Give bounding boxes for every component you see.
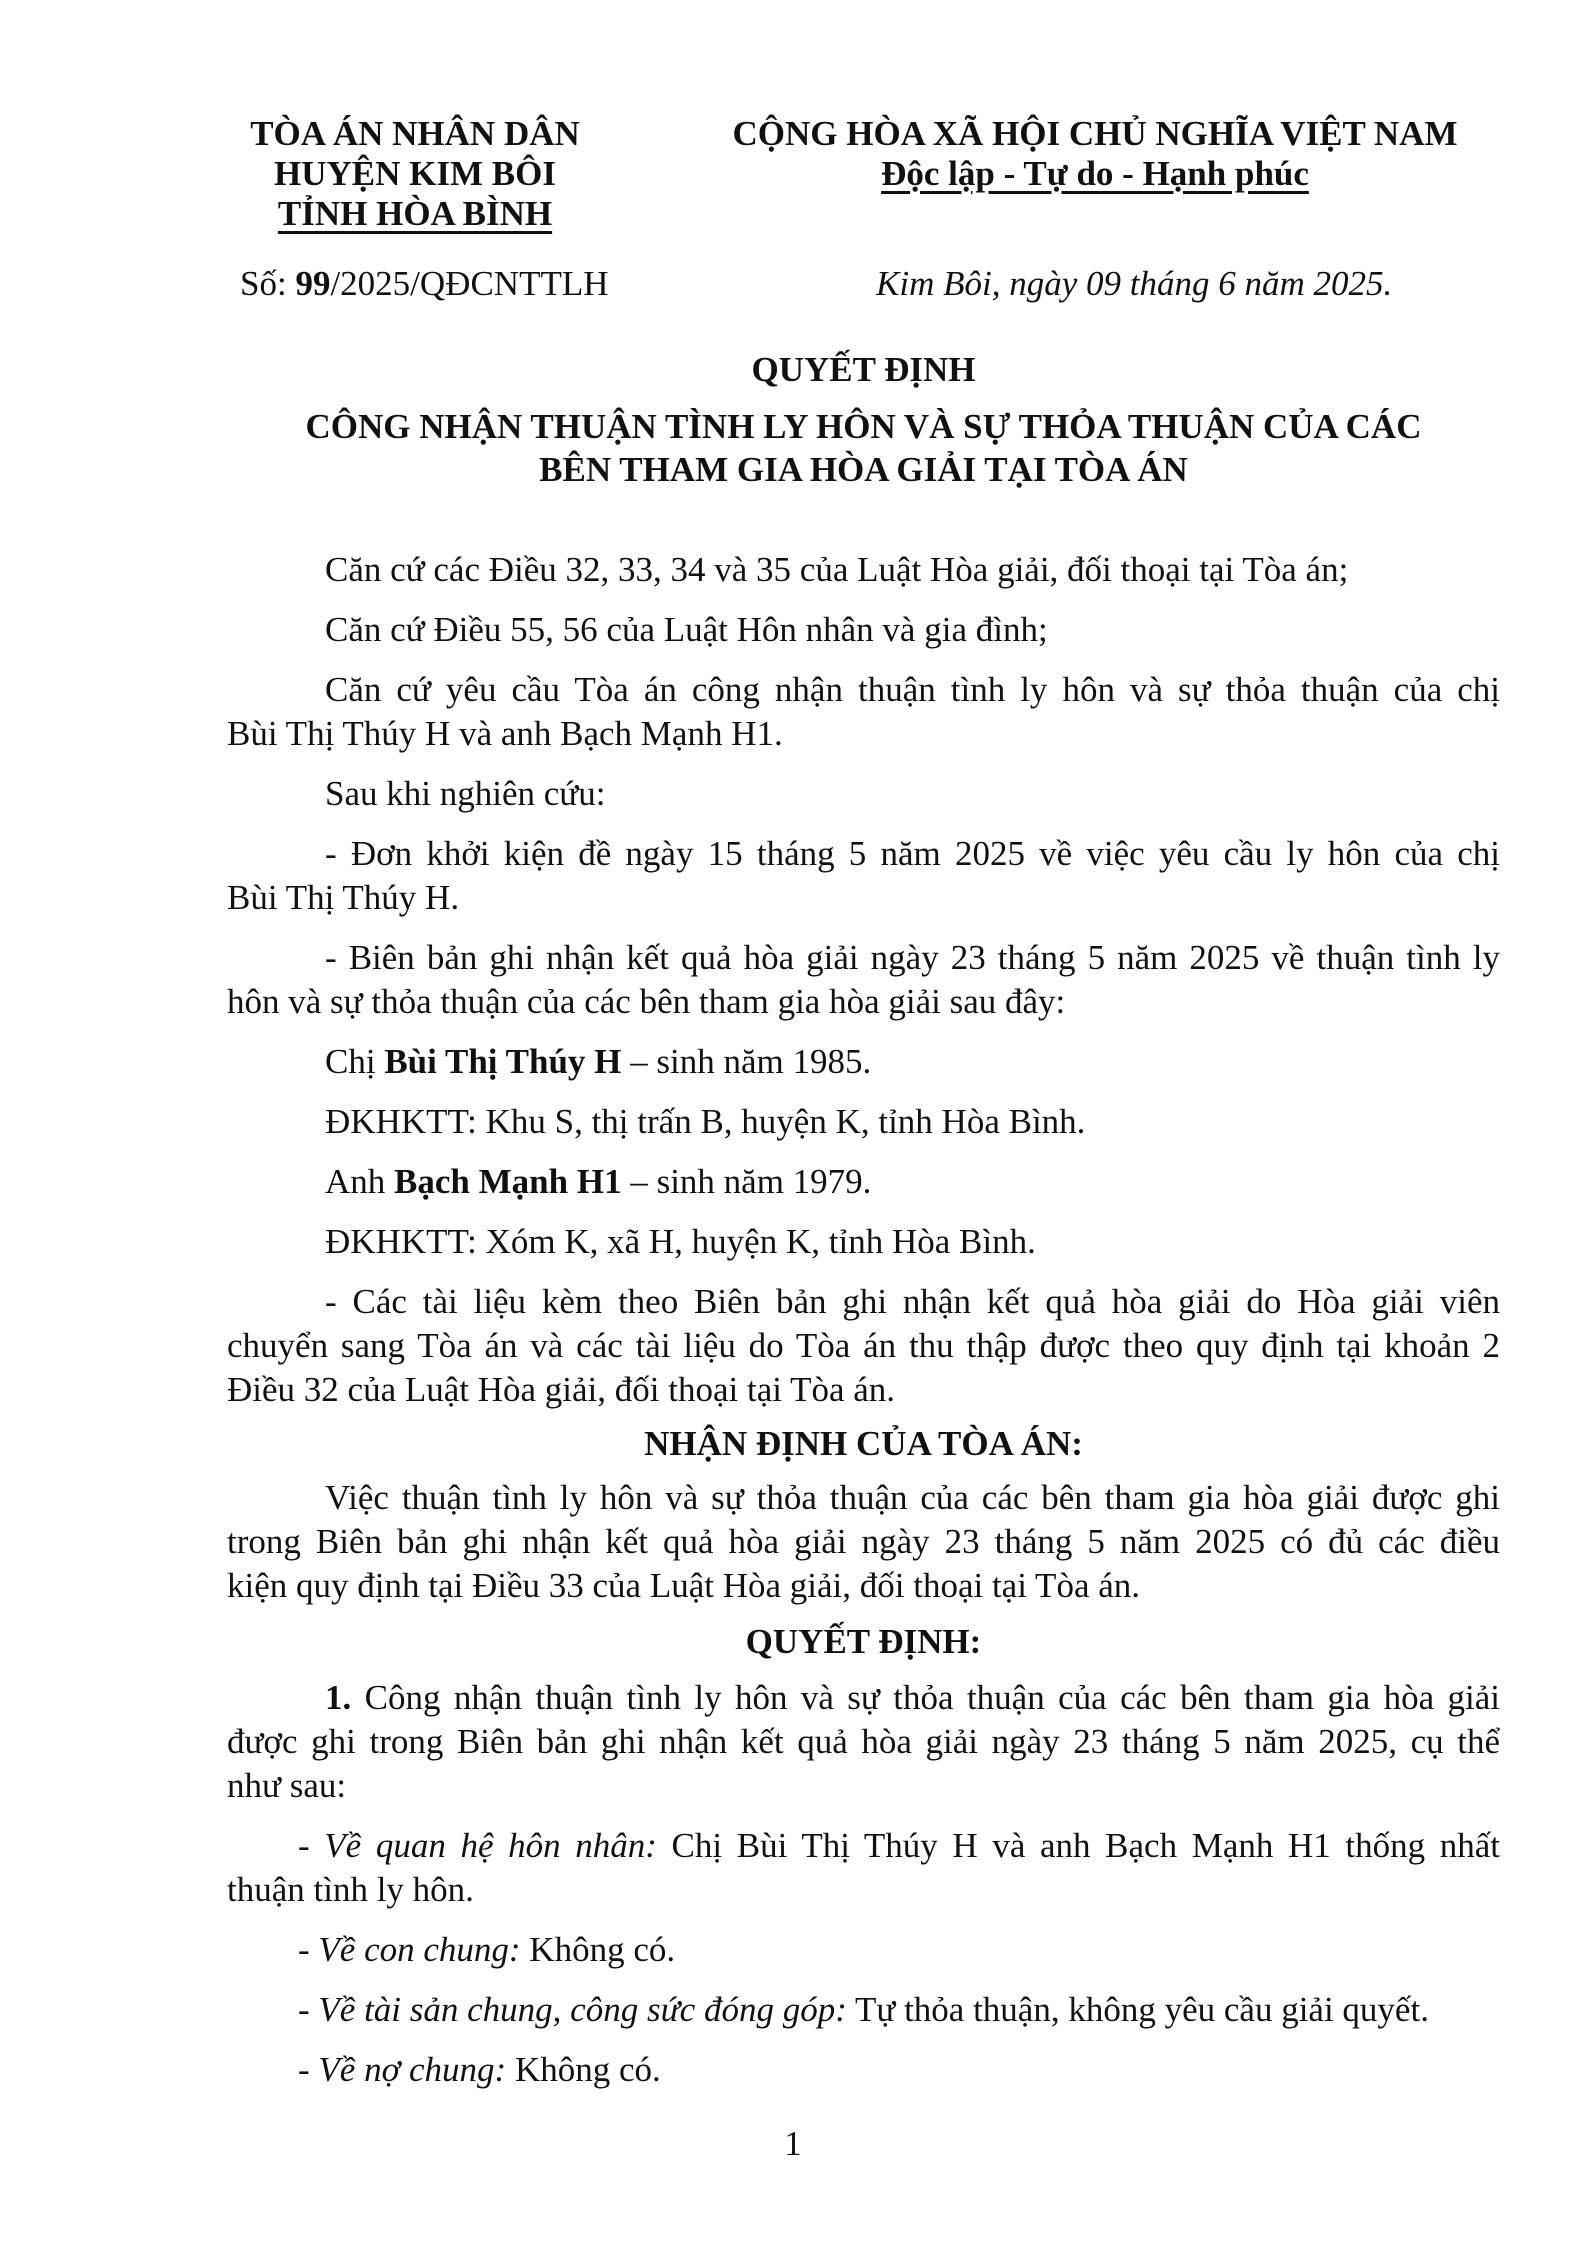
item1-text1: Công nhận thuận tình ly hôn và sự thỏa thuận của các bên tham gia hòa giải (351, 1678, 1500, 1717)
party1-suffix: – sinh năm 1985. (621, 1042, 872, 1081)
petition-line2 (227, 876, 1500, 920)
item1-line2 (227, 1720, 1500, 1764)
number-prefix: Số: (240, 264, 296, 303)
party2 (325, 1160, 871, 1204)
legal-basis-2: Căn cứ Điều 55, 56 của Luật Hôn nhân và gia đình; (325, 610, 1048, 649)
party1-name: Bùi Thị Thúy H (384, 1042, 622, 1081)
place-date: Kim Bôi, ngày 09 tháng 6 năm 2025. (876, 264, 1393, 303)
docs-text2: chuyển sang Tòa án và các tài liệu do Tòa án thu thập được theo quy định tại khoản 2 (227, 1326, 1500, 1365)
marriage-line2 (227, 1868, 1500, 1912)
children-label: - Về con chung: (298, 1930, 521, 1969)
marriage-label: - Về quan hệ hôn nhân: (298, 1826, 657, 1865)
marriage-text2: thuận tình ly hôn. (227, 1870, 474, 1909)
marriage-line1 (298, 1824, 1500, 1868)
party2-address: ĐKHKTT: Xóm K, xã H, huyện K, tỉnh Hòa Bình. (325, 1222, 1036, 1261)
docs-line2 (227, 1324, 1500, 1368)
decision-heading: QUYẾT ĐỊNH: (745, 1622, 982, 1661)
item1-text2: được ghi trong Biên bản ghi nhận kết quả hòa giải ngày 23 tháng 5 năm 2025, cụ thể (227, 1722, 1500, 1761)
basis3-text2: Bùi Thị Thúy H và anh Bạch Mạnh H1. (227, 714, 783, 753)
debt-text: Không có. (506, 2050, 661, 2089)
court-name-line2: HUYỆN KIM BÔI (274, 154, 556, 193)
children-line (298, 1928, 675, 1972)
number-suffix: /2025/QĐCNTTLH (330, 264, 609, 303)
legal-basis-1: Căn cứ các Điều 32, 33, 34 và 35 của Luật Hòa giải, đối thoại tại Tòa án; (325, 550, 1349, 589)
after-study: Sau khi nghiên cứu: (325, 774, 606, 813)
docs-text3: Điều 32 của Luật Hòa giải, đối thoại tại Tòa án. (227, 1370, 896, 1409)
debt-line (298, 2048, 661, 2092)
party1 (325, 1040, 871, 1084)
minutes-text1: - Biên bản ghi nhận kết quả hòa giải ngày 23 tháng 5 năm 2025 về thuận tình ly (325, 938, 1500, 977)
party1-prefix: Chị (325, 1042, 385, 1081)
document-subtitle-line1: CÔNG NHẬN THUẬN TÌNH LY HÔN VÀ SỰ THỎA THUẬN CỦA CÁC (305, 407, 1422, 446)
court-name-line3 (230, 192, 600, 236)
page-number: 1 (784, 2124, 802, 2163)
docs-text1: - Các tài liệu kèm theo Biên bản ghi nhận kết quả hòa giải do Hòa giải viên (325, 1282, 1500, 1321)
party2-prefix: Anh (325, 1162, 395, 1201)
republic-title: CỘNG HÒA XÃ HỘI CHỦ NGHĨA VIỆT NAM (732, 114, 1458, 153)
petition-line1 (325, 832, 1500, 876)
party2-suffix: – sinh năm 1979. (621, 1162, 872, 1201)
opinion-text2: trong Biên bản ghi nhận kết quả hòa giải ngày 23 tháng 5 năm 2025 có đủ các điều (227, 1522, 1500, 1561)
legal-basis-3-line2 (227, 712, 1500, 756)
opinion-text3: kiện quy định tại Điều 33 của Luật Hòa giải, đối thoại tại Tòa án. (227, 1566, 1141, 1605)
basis3-text1: Căn cứ yêu cầu Tòa án công nhận thuận tình ly hôn và sự thỏa thuận của chị (325, 670, 1500, 709)
minutes-line1 (325, 936, 1500, 980)
item1-number: 1. (325, 1678, 352, 1717)
document-number (240, 262, 609, 306)
property-line (298, 1988, 1429, 2032)
legal-basis-3-line1 (325, 668, 1500, 712)
party1-address: ĐKHKTT: Khu S, thị trấn B, huyện K, tỉnh Hòa Bình. (325, 1102, 1086, 1141)
national-motto (690, 152, 1500, 196)
court-province: TỈNH HÒA BÌNH (277, 194, 553, 233)
property-label: - Về tài sản chung, công sức đóng góp: (298, 1990, 847, 2029)
docs-line3 (227, 1368, 1500, 1412)
minutes-text2: hôn và sự thỏa thuận của các bên tham gia hòa giải sau đây: (227, 982, 1066, 1021)
petition-text1: - Đơn khởi kiện đề ngày 15 tháng 5 năm 2025 về việc yêu cầu ly hôn của chị (325, 834, 1500, 873)
property-text: Tự thỏa thuận, không yêu cầu giải quyết. (846, 1990, 1429, 2029)
petition-text2: Bùi Thị Thúy H. (227, 878, 460, 917)
item1-text3: như sau: (227, 1766, 347, 1805)
opinion-line3 (227, 1564, 1500, 1608)
item1-line1 (325, 1676, 1500, 1720)
item1-line3 (227, 1764, 1500, 1808)
court-opinion-heading: NHẬN ĐỊNH CỦA TÒA ÁN: (644, 1424, 1083, 1463)
debt-label: - Về nợ chung: (298, 2050, 507, 2089)
marriage-text1: Chị Bùi Thị Thúy H và anh Bạch Mạnh H1 thống nhất (656, 1826, 1501, 1865)
minutes-line2 (227, 980, 1500, 1024)
document-title: QUYẾT ĐỊNH (751, 350, 976, 389)
court-name-line1: TÒA ÁN NHÂN DÂN (250, 114, 580, 153)
document-subtitle-line2: BÊN THAM GIA HÒA GIẢI TẠI TÒA ÁN (539, 450, 1188, 489)
opinion-line1 (325, 1476, 1500, 1520)
docs-line1 (325, 1280, 1500, 1324)
opinion-line2 (227, 1520, 1500, 1564)
party2-name: Bạch Mạnh H1 (394, 1162, 622, 1201)
number-value: 99 (295, 264, 331, 303)
motto-text: Độc lập - Tự do - Hạnh phúc (881, 154, 1309, 193)
opinion-text1: Việc thuận tình ly hôn và sự thỏa thuận của các bên tham gia hòa giải được ghi (325, 1478, 1500, 1517)
children-text: Không có. (520, 1930, 676, 1969)
